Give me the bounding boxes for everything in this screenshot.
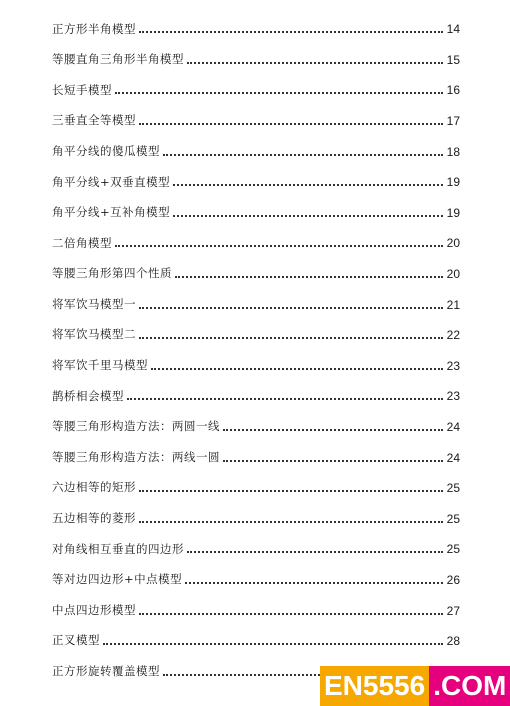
dot-leader: [187, 62, 443, 64]
dot-leader: [139, 337, 443, 339]
toc-entry-page: 17: [446, 114, 460, 129]
toc-entry[interactable]: [52, 198, 460, 229]
dot-leader: [139, 613, 443, 615]
dot-leader: [185, 582, 443, 584]
toc-entry-title: 鹊桥相会模型: [52, 388, 124, 403]
toc-entry-title: 将军饮马模型二: [52, 327, 136, 342]
toc-entry[interactable]: [52, 595, 460, 626]
toc-entry-title: 角平分线+双垂直模型: [52, 174, 171, 189]
toc-entry[interactable]: [52, 565, 460, 596]
toc-entry-title: 对角线相互垂直的四边形: [52, 541, 184, 556]
toc-entry[interactable]: [52, 381, 460, 412]
watermark-text-primary: EN5556: [320, 666, 429, 706]
toc-entry-title: 五边相等的菱形: [52, 511, 136, 526]
toc-entry[interactable]: [52, 473, 460, 504]
toc-entry[interactable]: [52, 228, 460, 259]
toc-entry-page: 15: [446, 52, 460, 67]
toc-entry-page: 19: [446, 175, 460, 190]
toc-entry[interactable]: [52, 351, 460, 382]
toc-entry-title: 角平分线的傻瓜模型: [52, 143, 160, 158]
dot-leader: [115, 92, 443, 94]
toc-entry-title: 等腰三角形构造方法：两圆一线: [52, 419, 220, 434]
dot-leader: [175, 276, 443, 278]
toc-entry-title: 正叉模型: [52, 633, 100, 648]
dot-leader: [139, 521, 443, 523]
dot-leader: [187, 551, 443, 553]
toc-entry[interactable]: [52, 504, 460, 535]
dot-leader: [139, 123, 443, 125]
toc-entry-page: 19: [446, 205, 460, 220]
toc-entry-page: 14: [446, 22, 460, 37]
toc-entry-title: 等腰三角形构造方法：两线一圆: [52, 449, 220, 464]
dot-leader: [223, 429, 443, 431]
toc-entry-title: 等对边四边形+中点模型: [52, 572, 183, 587]
dot-leader: [173, 215, 443, 217]
dot-leader: [151, 368, 443, 370]
toc-entry-title: 将军饮千里马模型: [52, 358, 148, 373]
dot-leader: [163, 154, 443, 156]
toc-entry[interactable]: [52, 289, 460, 320]
toc-entry-title: 正方形旋转覆盖模型: [52, 664, 160, 679]
toc-entry-page: 18: [446, 144, 460, 159]
toc-entry[interactable]: [52, 320, 460, 351]
toc-entry[interactable]: [52, 259, 460, 290]
toc-entry[interactable]: [52, 45, 460, 76]
dot-leader: [173, 184, 443, 186]
toc-entry[interactable]: [52, 534, 460, 565]
toc-entry[interactable]: [52, 75, 460, 106]
toc-entry-title: 将军饮马模型一: [52, 296, 136, 311]
toc-entry-page: 24: [446, 420, 460, 435]
toc-entry-page: 24: [446, 450, 460, 465]
toc-entry-page: 25: [446, 481, 460, 496]
dot-leader: [223, 460, 443, 462]
toc-entry-page: 25: [446, 511, 460, 526]
table-of-contents: [52, 14, 460, 687]
toc-entry[interactable]: [52, 626, 460, 657]
toc-entry-page: 28: [446, 634, 460, 649]
toc-entry-page: 25: [446, 542, 460, 557]
toc-entry-title: 等腰直角三角形半角模型: [52, 52, 184, 67]
toc-entry-page: 22: [446, 328, 460, 343]
dot-leader: [139, 307, 443, 309]
toc-entry-title: 中点四边形模型: [52, 602, 136, 617]
toc-entry-page: 26: [446, 572, 460, 587]
site-watermark: [320, 666, 507, 706]
toc-entry-page: 23: [446, 389, 460, 404]
toc-entry-page: 23: [446, 358, 460, 373]
toc-entry[interactable]: [52, 136, 460, 167]
dot-leader: [103, 643, 443, 645]
toc-entry[interactable]: [52, 442, 460, 473]
toc-entry-title: 等腰三角形第四个性质: [52, 266, 172, 281]
toc-entry-title: 长短手模型: [52, 82, 112, 97]
toc-entry[interactable]: [52, 167, 460, 198]
dot-leader: [127, 398, 443, 400]
toc-entry-title: 角平分线+互补角模型: [52, 205, 171, 220]
toc-entry[interactable]: [52, 106, 460, 137]
toc-entry[interactable]: [52, 412, 460, 443]
toc-entry-title: 二倍角模型: [52, 235, 112, 250]
toc-entry-page: 20: [446, 236, 460, 251]
toc-entry-page: 20: [446, 267, 460, 282]
toc-entry-page: 16: [446, 83, 460, 98]
dot-leader: [115, 245, 443, 247]
toc-entry-title: 六边相等的矩形: [52, 480, 136, 495]
watermark-text-suffix: .COM: [429, 666, 510, 706]
dot-leader: [139, 490, 443, 492]
toc-entry[interactable]: [52, 14, 460, 45]
toc-entry-title: 正方形半角模型: [52, 21, 136, 36]
toc-entry-title: 三垂直全等模型: [52, 113, 136, 128]
dot-leader: [139, 31, 443, 33]
toc-entry-page: 27: [446, 603, 460, 618]
toc-entry-page: 21: [446, 297, 460, 312]
